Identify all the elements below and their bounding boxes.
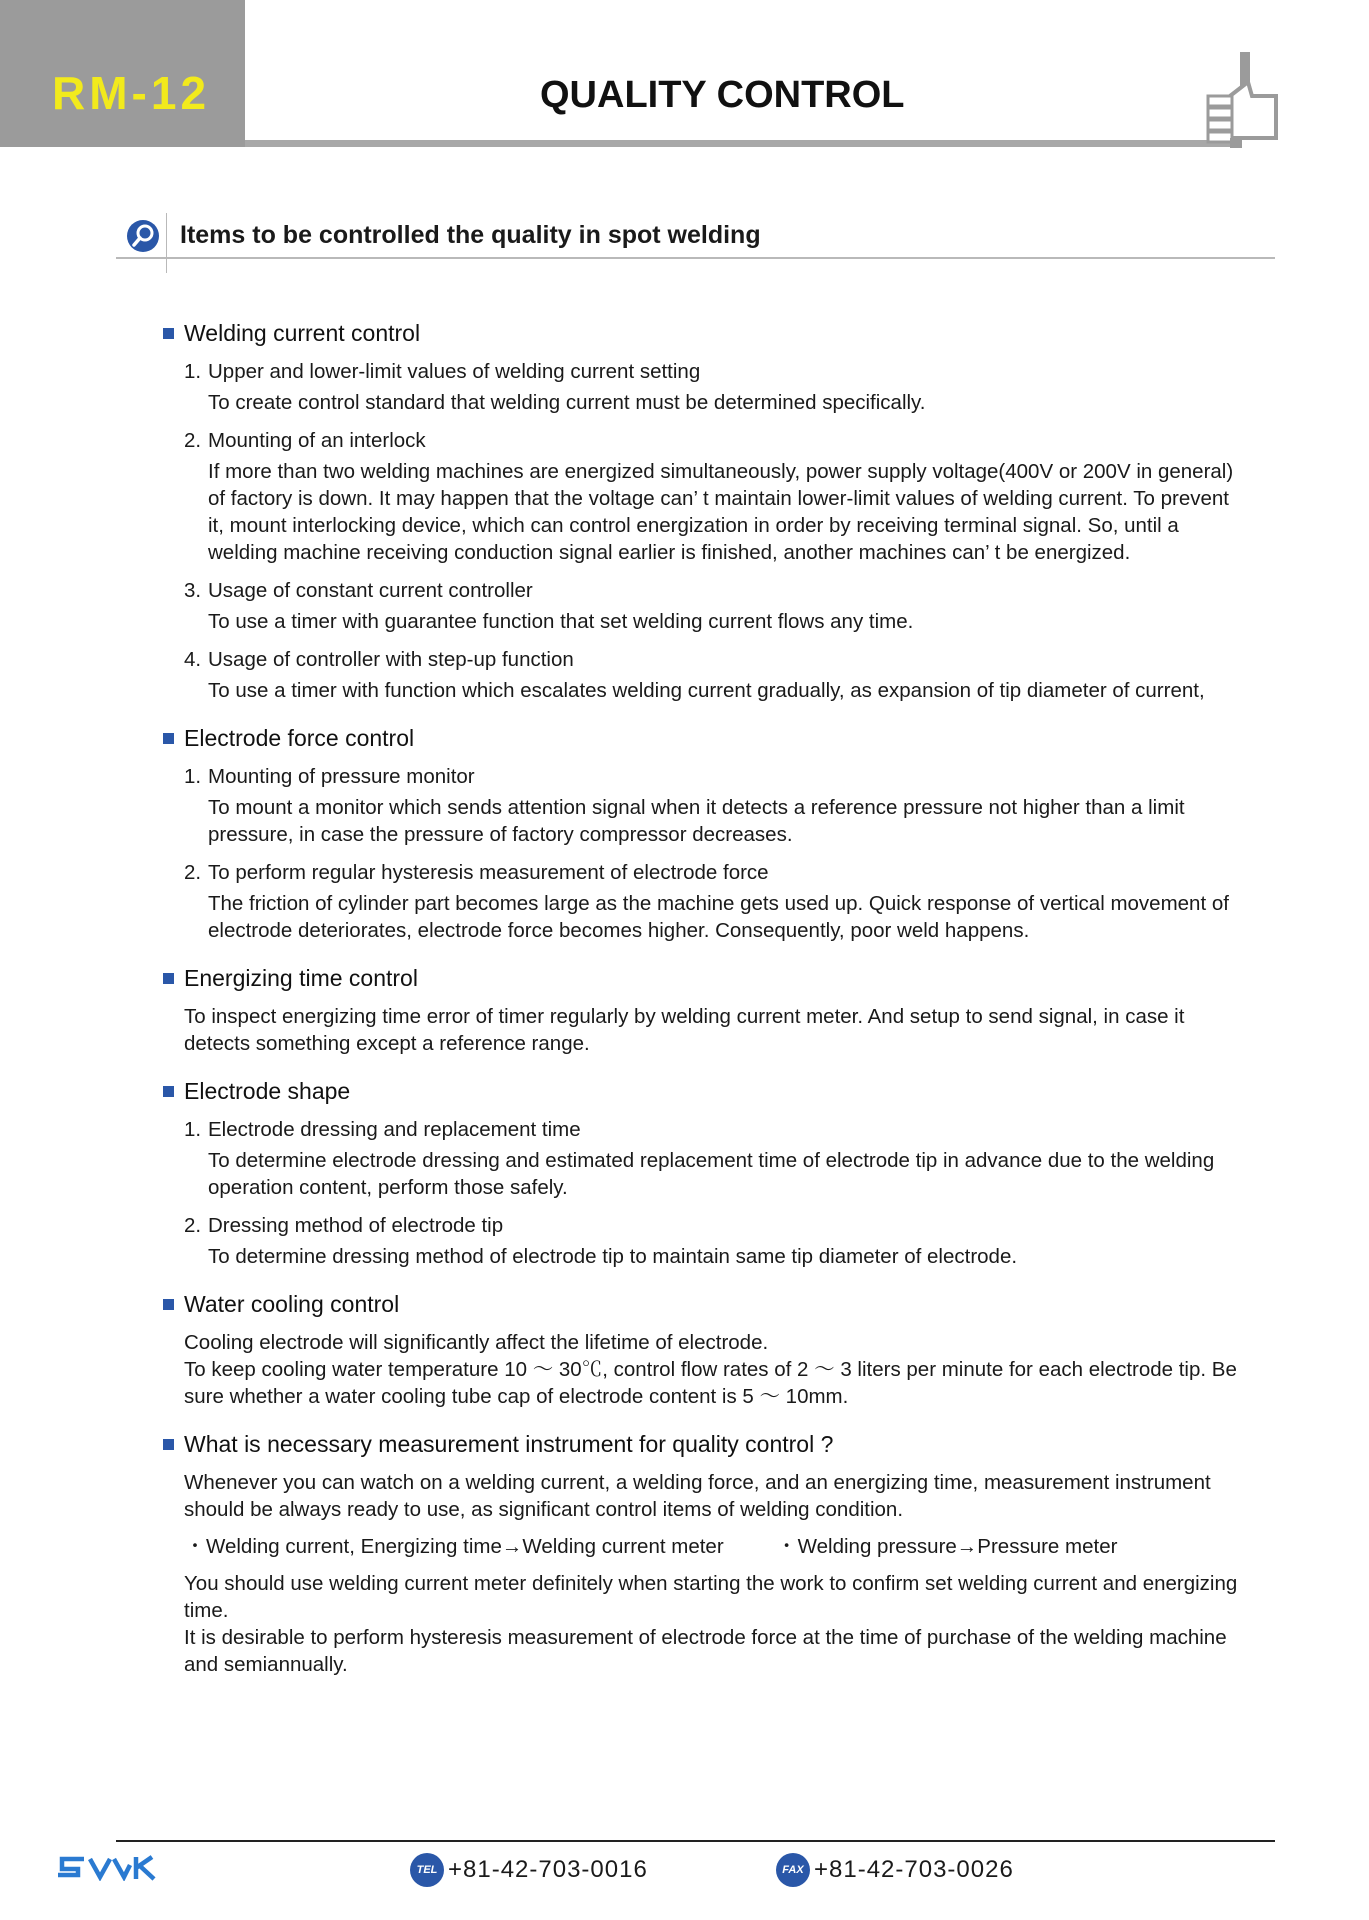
telephone-icon: TEL (410, 1853, 444, 1887)
item-number: 2. (184, 861, 202, 884)
item-body: To determine dressing method of electrode tip to maintain same tip diameter of electrode. (208, 1245, 1018, 1268)
magnifier-icon (126, 219, 160, 253)
item-title: Mounting of an interlock (208, 429, 426, 452)
item-number: 2. (184, 429, 202, 452)
item-title: Mounting of pressure monitor (208, 765, 475, 788)
topic-text: Cooling electrode will significantly affect the lifetime of electrode. (184, 1331, 769, 1354)
instrument-pairs: ・Welding current, Energizing time→Welding current meter ・Welding pressure→Pressure meter (184, 1535, 1118, 1558)
item-title: Upper and lower-limit values of welding current setting (208, 360, 701, 383)
topic-electrode-shape (160, 1076, 1240, 1270)
topic-text: It is desirable to perform hysteresis measurement of electrode force at the time of purchase of the welding machine and semiannually. (184, 1626, 1227, 1676)
topic-text: Whenever you can watch on a welding current, a welding force, and an energizing time, measurement instrument should be always ready to use, as significant control items of welding condition. (184, 1471, 1211, 1521)
item-number: 2. (184, 1214, 202, 1237)
item-number: 1. (184, 1118, 202, 1141)
item-number: 1. (184, 360, 202, 383)
instrument-pair: Welding current, Energizing time→Welding current meter (206, 1535, 724, 1558)
item-title: Usage of constant current controller (208, 579, 533, 602)
company-logo (56, 1855, 160, 1881)
item-number: 3. (184, 579, 202, 602)
topic-heading: Welding current control (184, 320, 421, 346)
item-title: Dressing method of electrode tip (208, 1214, 504, 1237)
fax-icon: FAX (776, 1853, 810, 1887)
fax-number: +81-42-703-0026 (814, 1856, 1014, 1883)
section-divider (166, 213, 167, 273)
bullet-square (163, 1086, 174, 1097)
list-item (160, 646, 1240, 704)
item-number: 4. (184, 648, 202, 671)
topic-electrode-force (160, 723, 1240, 944)
topic-energizing-time (160, 963, 1240, 1057)
topic-text: You should use welding current meter definitely when starting the work to confirm set welding current and energizing time. (184, 1572, 1238, 1622)
item-title: Usage of controller with step-up function (208, 648, 574, 671)
item-body: To use a timer with guarantee function that set welding current flows any time. (208, 610, 914, 633)
topic-heading: Electrode force control (184, 725, 415, 751)
page-title: QUALITY CONTROL (540, 74, 905, 116)
topic-heading: Energizing time control (184, 965, 418, 991)
telephone-number: +81-42-703-0016 (448, 1856, 648, 1883)
item-body: To determine electrode dressing and estimated replacement time of electrode tip in advance due to the welding operation content, perform those safely. (208, 1149, 1215, 1199)
section-rule (116, 257, 1275, 259)
footer-fax (776, 1854, 1014, 1886)
footer-rule (116, 1840, 1275, 1842)
section-heading (116, 213, 1275, 260)
list-item (160, 358, 1240, 416)
item-body: If more than two welding machines are energized simultaneously, power supply voltage(400V or 200V in general) of factory is down. It may happen that the voltage can’ t maintain lower-limit values of welding current. To prevent it, mount interlocking device, which can control energization in order by receiving terminal signal. So, until a welding machine receiving conduction signal earlier is finished, another machines can’ t be energized. (208, 460, 1234, 564)
thumbs-up-icon (1200, 52, 1280, 148)
bullet-square (163, 328, 174, 339)
topic-text: To inspect energizing time error of timer regularly by welding current meter. And setup to send signal, in case it detects something except a reference range. (184, 1005, 1185, 1055)
bullet-square (163, 973, 174, 984)
content (160, 318, 1240, 1697)
list-item (160, 859, 1240, 944)
item-title: Electrode dressing and replacement time (208, 1118, 581, 1141)
item-body: The friction of cylinder part becomes large as the machine gets used up. Quick response of vertical movement of electrode deteriorates, electrode force becomes higher. Consequently, poor weld happens. (208, 892, 1229, 942)
topic-text: To keep cooling water temperature 10 〜 30℃, control flow rates of 2 〜 3 liters per minute for each electrode tip. Be sure whether a water cooling tube cap of electrode content is 5 〜 10mm. (184, 1358, 1237, 1408)
topic-water-cooling (160, 1289, 1240, 1410)
list-item (160, 1212, 1240, 1270)
item-number: 1. (184, 765, 202, 788)
footer-tel (410, 1854, 648, 1886)
topic-welding-current (160, 318, 1240, 704)
list-item (160, 763, 1240, 848)
bullet-square (163, 733, 174, 744)
section-title: Items to be controlled the quality in spot welding (180, 221, 761, 249)
bullet-square (163, 1439, 174, 1450)
list-item (160, 577, 1240, 635)
document-code: RM-12 (52, 67, 211, 119)
topic-heading: Electrode shape (184, 1078, 351, 1104)
instrument-pair: Welding pressure→Pressure meter (797, 1535, 1118, 1558)
header-rule (245, 140, 1240, 147)
topic-heading: Water cooling control (184, 1291, 400, 1317)
list-item (160, 1116, 1240, 1201)
topic-measurement-instrument (160, 1429, 1240, 1678)
topic-heading: What is necessary measurement instrument for quality control ? (184, 1431, 834, 1457)
item-body: To use a timer with function which escalates welding current gradually, as expansion of tip diameter of current, (208, 679, 1205, 702)
item-title: To perform regular hysteresis measurement of electrode force (208, 861, 769, 884)
item-body: To mount a monitor which sends attention signal when it detects a reference pressure not higher than a limit pressure, in case the pressure of factory compressor decreases. (208, 796, 1185, 846)
bullet-square (163, 1299, 174, 1310)
item-body: To create control standard that welding current must be determined specifically. (208, 391, 926, 414)
list-item (160, 427, 1240, 566)
